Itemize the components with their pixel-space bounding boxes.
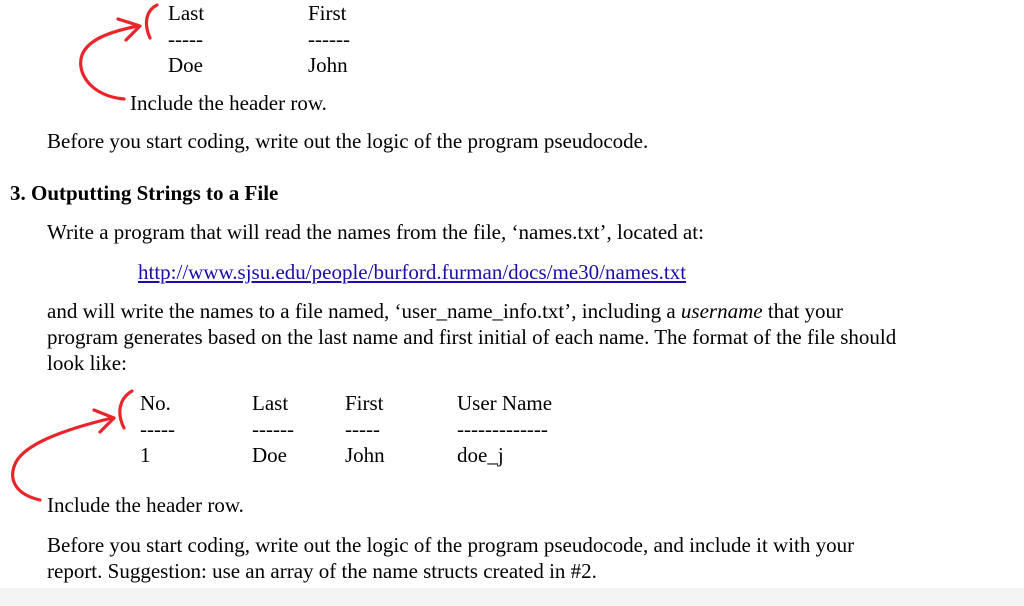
pseudocode-instruction-1: Before you start coding, write out the logic of the program pseudocode.: [47, 129, 649, 153]
username-emphasis: username: [680, 299, 763, 323]
table2-header-username: User Name: [457, 391, 553, 415]
body-line1-pre: and will write the names to a file named, ‘user_name_info.txt’, including a: [47, 299, 681, 323]
bracket-1-icon: [146, 5, 157, 38]
section-3-body-line3: look like:: [47, 351, 127, 375]
table2-cell-last: Doe: [252, 443, 287, 467]
table2-dash-last: ------: [252, 417, 294, 441]
table2-header-last: Last: [252, 391, 289, 415]
table2-cell-first: John: [345, 443, 385, 467]
final-instruction-line2: report. Suggestion: use an array of the name structs created in #2.: [47, 559, 597, 583]
table1-cell-last: Doe: [168, 53, 203, 77]
table1-header-first: First: [308, 1, 347, 25]
table1-header-last: Last: [168, 1, 205, 25]
table2-cell-username: doe_j: [457, 443, 504, 467]
section-3-intro: Write a program that will read the names from the file, ‘names.txt’, located at:: [47, 220, 704, 244]
bracket-2-icon: [120, 391, 132, 428]
arrow-2-icon: [13, 418, 112, 500]
table2-header-no: No.: [140, 391, 171, 415]
table1-dash-last: -----: [168, 27, 203, 51]
section-3-body-line2: program generates based on the last name and first initial of each name. The format of the file should: [47, 325, 897, 349]
table2-dash-first: -----: [345, 417, 380, 441]
table2-dash-username: -------------: [457, 417, 548, 441]
table1-dash-first: ------: [308, 27, 350, 51]
table1-cell-first: John: [308, 53, 348, 77]
annotation-include-header-2: Include the header row.: [47, 493, 244, 517]
names-file-link[interactable]: http://www.sjsu.edu/people/burford.furman/docs/me30/names.txt: [138, 260, 687, 284]
body-line1-post: that your: [762, 299, 844, 323]
table2-header-first: First: [345, 391, 384, 415]
annotation-include-header-1: Include the header row.: [130, 91, 327, 115]
final-instruction-line1: Before you start coding, write out the logic of the program pseudocode, and include it with your: [47, 533, 855, 557]
table2-dash-no: -----: [140, 417, 175, 441]
section-3-heading: 3. Outputting Strings to a File: [10, 181, 279, 205]
table2-cell-no: 1: [140, 443, 151, 467]
